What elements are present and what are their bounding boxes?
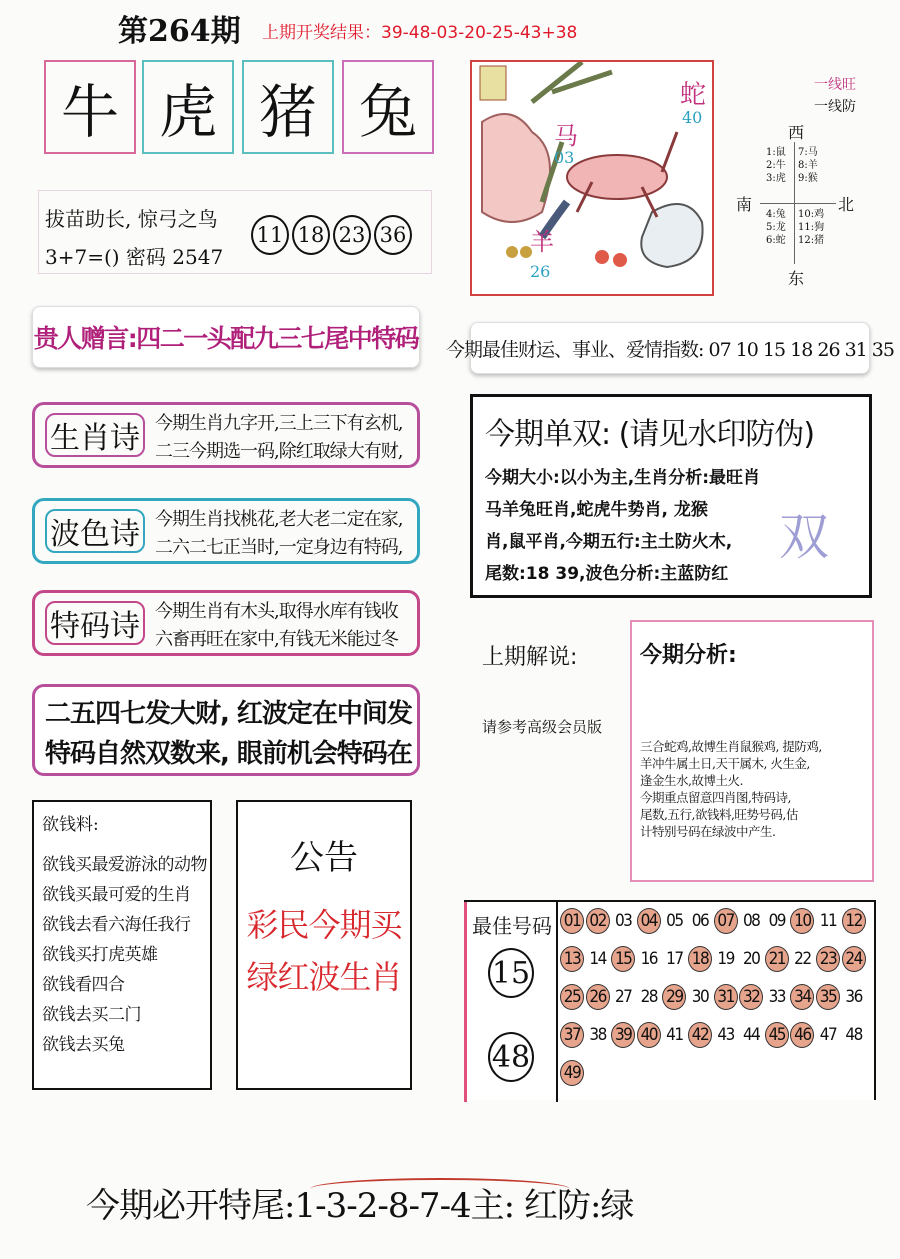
compass-quadrant-2: 7:马 8:羊 9:猴	[798, 147, 818, 184]
notice-line-1: 彩民今期买	[246, 906, 402, 944]
poem-line: 六畜再旺在家中,有钱无米能过冬	[155, 629, 398, 650]
number-cell: 36	[845, 987, 862, 1007]
riddle-box	[38, 190, 432, 274]
gift-banner: 贵人赠言:四二一头配九三七尾中特码	[32, 306, 420, 368]
compass-south: 南	[736, 195, 753, 214]
compass-quadrant-3: 4:兔 5:龙 6:蛇	[766, 209, 786, 246]
compass-quadrant-4: 10:鸡 11:狗 12:猪	[798, 209, 825, 246]
poem-zodiac	[32, 402, 420, 468]
zodiac-box-1: 牛	[44, 60, 136, 154]
picture-label-goat: 羊	[530, 228, 554, 256]
slogan-line-2: 特码自然双数来, 眼前机会特码在	[45, 739, 412, 769]
zodiac-picture	[470, 60, 714, 296]
number-cell: 48	[845, 1025, 862, 1045]
poem-tag: 特码诗	[45, 601, 145, 645]
number-cell: 33	[768, 987, 786, 1007]
best-pick-1: 15	[488, 948, 534, 998]
number-cell: 49	[560, 1060, 584, 1086]
number-cell: 25	[560, 984, 584, 1010]
poem-tag: 波色诗	[45, 509, 145, 553]
danshuang-line-1: 今期大小:以小为主,生肖分析:最旺肖	[485, 468, 761, 488]
number-cell: 13	[560, 946, 584, 972]
slogan-line-1: 二五四七发大财, 红波定在中间发	[45, 699, 412, 729]
number-cell: 27	[614, 987, 632, 1007]
last-explain-title: 上期解说:	[482, 645, 578, 670]
zodiac-box-4: 兔	[342, 60, 434, 154]
number-cell: 11	[819, 911, 837, 931]
number-cell: 44	[742, 1025, 760, 1045]
number-cell: 03	[614, 911, 632, 931]
number-cell: 08	[742, 911, 760, 931]
number-cell: 09	[768, 911, 786, 931]
number-cell: 37	[560, 1022, 584, 1048]
number-cell: 18	[688, 946, 712, 972]
number-cell: 47	[819, 1025, 837, 1045]
number-cell: 14	[589, 949, 606, 969]
number-cell: 40	[637, 1022, 661, 1048]
number-cell: 16	[640, 949, 658, 969]
poem-wave-color	[32, 498, 420, 564]
money-list-item: 欲钱去看六海任我行	[42, 915, 191, 935]
danshuang-line-2: 马羊兔旺肖,蛇虎牛势肖, 龙猴	[485, 500, 708, 520]
slogan-box	[32, 684, 420, 776]
number-cell: 06	[691, 911, 709, 931]
number-cell: 34	[790, 984, 814, 1010]
number-cell: 19	[717, 949, 734, 969]
number-cell: 02	[586, 908, 610, 934]
best-numbers-left-border	[464, 902, 467, 1102]
analysis-box	[630, 620, 874, 882]
riddle-number: 18	[292, 215, 330, 255]
zodiac-box-3: 猪	[242, 60, 334, 154]
number-cell: 46	[790, 1022, 814, 1048]
number-cell: 38	[589, 1025, 606, 1045]
money-list-item: 欲钱去买兔	[42, 1035, 125, 1055]
picture-label-snake: 蛇	[680, 80, 707, 110]
compass-north: 北	[838, 195, 855, 214]
money-list-box	[32, 800, 212, 1090]
money-list-items	[42, 850, 207, 1060]
picture-illustration	[472, 62, 712, 294]
danshuang-title: 今期单双: (请见水印防伪)	[485, 417, 815, 452]
number-cell: 17	[666, 949, 683, 969]
danshuang-box	[470, 394, 872, 598]
money-list-item: 欲钱买最爱游泳的动物	[42, 855, 207, 875]
number-cell: 45	[765, 1022, 789, 1048]
footer-text: 今期必开特尾:1-3-2-8-7-4主: 红防:绿	[86, 1186, 634, 1226]
compass-quadrant-1: 1:鼠 2:牛 3:虎	[766, 147, 786, 184]
number-cell: 24	[842, 946, 866, 972]
riddle-number: 36	[374, 215, 412, 255]
poem-special	[32, 590, 420, 656]
compass-hline	[760, 203, 836, 204]
poem-line: 二三今期选一码,除红取绿大有财,	[155, 441, 403, 462]
number-cell: 22	[794, 949, 811, 969]
best-numbers-divider	[556, 902, 558, 1102]
riddle-line-1: 拔苗助长, 惊弓之鸟	[45, 207, 218, 231]
money-list-item: 欲钱买最可爱的生肖	[42, 885, 191, 905]
poem-line: 今期生肖有木头,取得水库有钱收	[155, 601, 398, 622]
last-result: 上期开奖结果：39-48-03-20-25-43+38	[262, 23, 578, 43]
number-cell: 39	[611, 1022, 635, 1048]
riddle-numbers	[251, 215, 412, 255]
poem-line: 二六二七正当时,一定身边有特码,	[155, 537, 403, 558]
riddle-number: 11	[251, 215, 289, 255]
money-list-item: 欲钱看四合	[42, 975, 125, 995]
number-cell: 26	[586, 984, 610, 1010]
riddle-number: 23	[333, 215, 371, 255]
number-cell: 42	[688, 1022, 712, 1048]
money-list-item: 欲钱去买二门	[42, 1005, 141, 1025]
compass-east: 东	[788, 269, 805, 288]
picture-num-goat: 26	[530, 262, 551, 281]
picture-label-horse: 马	[554, 122, 578, 150]
notice-title: 公告	[290, 838, 358, 878]
riddle-line-2: 3+7=() 密码 2547	[45, 245, 224, 269]
legend-wang: 一线旺	[814, 77, 856, 93]
number-cell: 10	[790, 908, 814, 934]
analysis-text: 三合蛇鸡,故博生肖鼠猴鸡, 提防鸡, 羊冲牛属土日,天干属木, 火生金, 逢金生水,故博土火. 今期重点留意四肖图,特码诗, 尾数,五行,欲钱料,旺势号码,估 计特别号码在绿波中产生.	[640, 739, 822, 839]
best-numbers-title: 最佳号码	[472, 914, 552, 938]
last-explain-body: 请参考高级会员版	[482, 718, 603, 736]
number-cell: 31	[714, 984, 738, 1010]
number-cell: 07	[714, 908, 738, 934]
number-cell: 04	[637, 908, 661, 934]
number-cell: 30	[691, 987, 709, 1007]
poem-line: 今期生肖九字开,三上三下有玄机,	[155, 413, 403, 434]
danshuang-line-3: 肖,鼠平肖,今期五行:主土防火木,	[485, 532, 733, 552]
number-cell: 20	[742, 949, 760, 969]
notice-line-2: 绿红波生肖	[246, 958, 402, 996]
picture-num-horse: 03	[554, 148, 575, 167]
number-cell: 01	[560, 908, 584, 934]
number-cell: 23	[816, 946, 840, 972]
compass-west: 西	[788, 123, 805, 142]
number-cell: 32	[739, 984, 763, 1010]
poem-tag: 生肖诗	[45, 413, 145, 457]
number-cell: 12	[842, 908, 866, 934]
legend-fang: 一线防	[814, 99, 856, 115]
number-cell: 15	[611, 946, 635, 972]
number-cell: 21	[765, 946, 789, 972]
money-list-item: 欲钱买打虎英雄	[42, 945, 158, 965]
best-pick-2: 48	[488, 1032, 534, 1082]
fortune-box: 今期最佳财运、事业、爱情指数: 07 10 15 18 26 31 35	[470, 322, 870, 374]
number-cell: 35	[816, 984, 840, 1010]
number-cell: 28	[640, 987, 658, 1007]
danshuang-watermark: 双	[779, 508, 829, 566]
money-list-title: 欲钱料:	[42, 815, 99, 835]
poem-line: 今期生肖找桃花,老大老二定在家,	[155, 509, 403, 530]
danshuang-line-4: 尾数:18 39,波色分析:主蓝防红	[485, 564, 729, 584]
number-cell: 41	[666, 1025, 683, 1045]
issue-title: 第264期	[118, 14, 241, 49]
zodiac-box-2: 虎	[142, 60, 234, 154]
picture-num-snake: 40	[682, 108, 703, 127]
notice-box	[236, 800, 412, 1090]
number-cell: 43	[717, 1025, 734, 1045]
number-cell: 05	[666, 911, 683, 931]
analysis-title: 今期分析:	[640, 643, 737, 668]
compass-diagram	[730, 70, 890, 300]
number-cell: 29	[662, 984, 686, 1010]
